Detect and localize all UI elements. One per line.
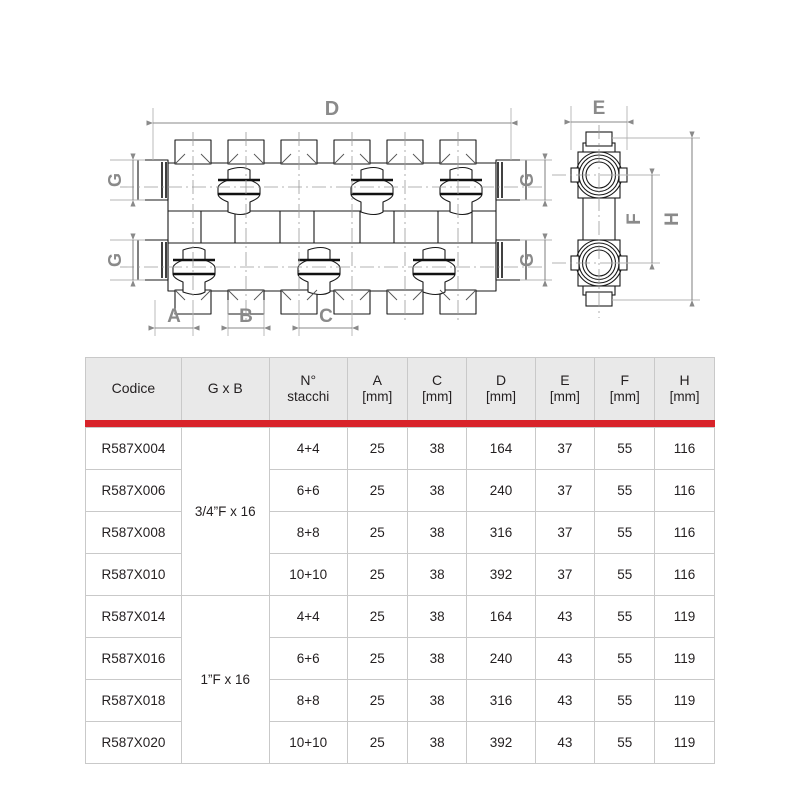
column-label: H [679,372,690,389]
cell-stacchi: 4+4 [269,428,347,470]
cell-f: 55 [595,722,655,764]
spec-table-body [85,427,715,764]
cell-codice: R587X020 [86,722,182,764]
table-row[interactable] [86,596,715,638]
cell-gxb: 3/4”F x 16 [181,428,269,596]
dimension-label-G-bottom-right: G [517,252,537,268]
cell-stacchi: 6+6 [269,638,347,680]
table-row[interactable] [86,722,715,764]
cell-f: 55 [595,512,655,554]
technical-drawing [0,0,800,350]
table-row[interactable] [86,638,715,680]
cell-h: 119 [655,680,715,722]
dimension-label-C: C [319,306,333,327]
dimension-label-H: H [662,212,683,226]
header-accent-rule [85,420,715,427]
cell-codice: R587X010 [86,554,182,596]
cell-h: 116 [655,470,715,512]
table-row[interactable] [86,512,715,554]
column-unit: [mm] [609,389,640,405]
table-row[interactable] [86,428,715,470]
column-label: D [495,372,507,389]
cell-d: 164 [467,596,535,638]
cell-h: 116 [655,554,715,596]
cell-c: 38 [407,470,467,512]
cell-f: 55 [595,680,655,722]
cell-f: 55 [595,638,655,680]
cell-a: 25 [347,470,407,512]
dimension-label-D: D [324,98,340,120]
drawing-canvas [0,0,800,350]
column-unit: [mm] [486,389,516,405]
column-unit: [mm] [362,389,393,405]
column-unit: [mm] [669,389,700,405]
column-header-c [407,358,467,421]
column-label: C [432,372,443,389]
cell-e: 37 [535,428,595,470]
left-end-connections [138,160,168,280]
cell-stacchi: 10+10 [269,554,347,596]
cell-codice: R587X004 [86,428,182,470]
cell-e: 37 [535,512,595,554]
specification-table [85,357,715,764]
column-header-e [535,358,595,421]
cell-h: 119 [655,596,715,638]
cell-stacchi: 8+8 [269,680,347,722]
cell-e: 37 [535,470,595,512]
cell-e: 43 [535,680,595,722]
cell-h: 119 [655,638,715,680]
column-header-f [595,358,655,421]
column-label: A [372,372,382,389]
cell-c: 38 [407,680,467,722]
column-label: G x B [207,380,243,397]
cell-d: 316 [467,680,535,722]
cell-h: 119 [655,722,715,764]
cell-stacchi: 10+10 [269,722,347,764]
table-header-row [86,358,715,421]
column-label: N° [300,372,317,389]
cell-e: 43 [535,638,595,680]
cell-c: 38 [407,428,467,470]
cell-f: 55 [595,554,655,596]
cell-e: 43 [535,722,595,764]
cell-a: 25 [347,512,407,554]
cell-codice: R587X016 [86,638,182,680]
cell-d: 240 [467,470,535,512]
column-unit: stacchi [287,389,330,405]
cell-a: 25 [347,554,407,596]
cell-stacchi: 6+6 [269,470,347,512]
cell-d: 240 [467,638,535,680]
dimension-label-B: B [239,306,253,327]
column-header-h [655,358,715,421]
column-label: F [620,372,629,389]
cell-d: 164 [467,428,535,470]
table-row[interactable] [86,680,715,722]
table-row[interactable] [86,470,715,512]
cell-f: 55 [595,428,655,470]
manifold-plan-view [138,140,526,314]
cell-a: 25 [347,596,407,638]
cell-e: 37 [535,554,595,596]
spec-table-header [85,357,715,420]
cell-h: 116 [655,512,715,554]
cell-c: 38 [407,512,467,554]
cell-h: 116 [655,428,715,470]
cell-gxb: 1”F x 16 [181,596,269,764]
dimension-label-G-top-right: G [517,172,537,188]
cell-a: 25 [347,428,407,470]
cell-codice: R587X008 [86,512,182,554]
cell-a: 25 [347,722,407,764]
table-row[interactable] [86,554,715,596]
cell-c: 38 [407,554,467,596]
column-header-a [347,358,407,421]
cell-codice: R587X014 [86,596,182,638]
column-header-gxb [181,358,269,421]
column-label: Codice [111,380,156,397]
dimension-label-E: E [592,98,606,119]
cell-d: 316 [467,512,535,554]
cell-c: 38 [407,722,467,764]
cell-c: 38 [407,638,467,680]
cell-a: 25 [347,638,407,680]
upper-outlet-stubs [175,140,476,164]
column-header-d [467,358,535,421]
column-header-stacchi [269,358,347,421]
cell-f: 55 [595,470,655,512]
column-header-codice [86,358,182,421]
cell-stacchi: 4+4 [269,596,347,638]
column-unit: [mm] [422,389,453,405]
cell-d: 392 [467,554,535,596]
dimension-label-G-top-left: G [105,172,125,188]
cell-a: 25 [347,680,407,722]
dimension-label-A: A [167,306,181,327]
cell-d: 392 [467,722,535,764]
dimension-label-G-bottom-left: G [105,252,125,268]
column-unit: [mm] [549,389,580,405]
cell-e: 43 [535,596,595,638]
cell-codice: R587X018 [86,680,182,722]
cell-c: 38 [407,596,467,638]
dimension-label-F: F [624,213,645,225]
cell-f: 55 [595,596,655,638]
cell-codice: R587X006 [86,470,182,512]
cell-stacchi: 8+8 [269,512,347,554]
column-label: E [560,372,570,389]
